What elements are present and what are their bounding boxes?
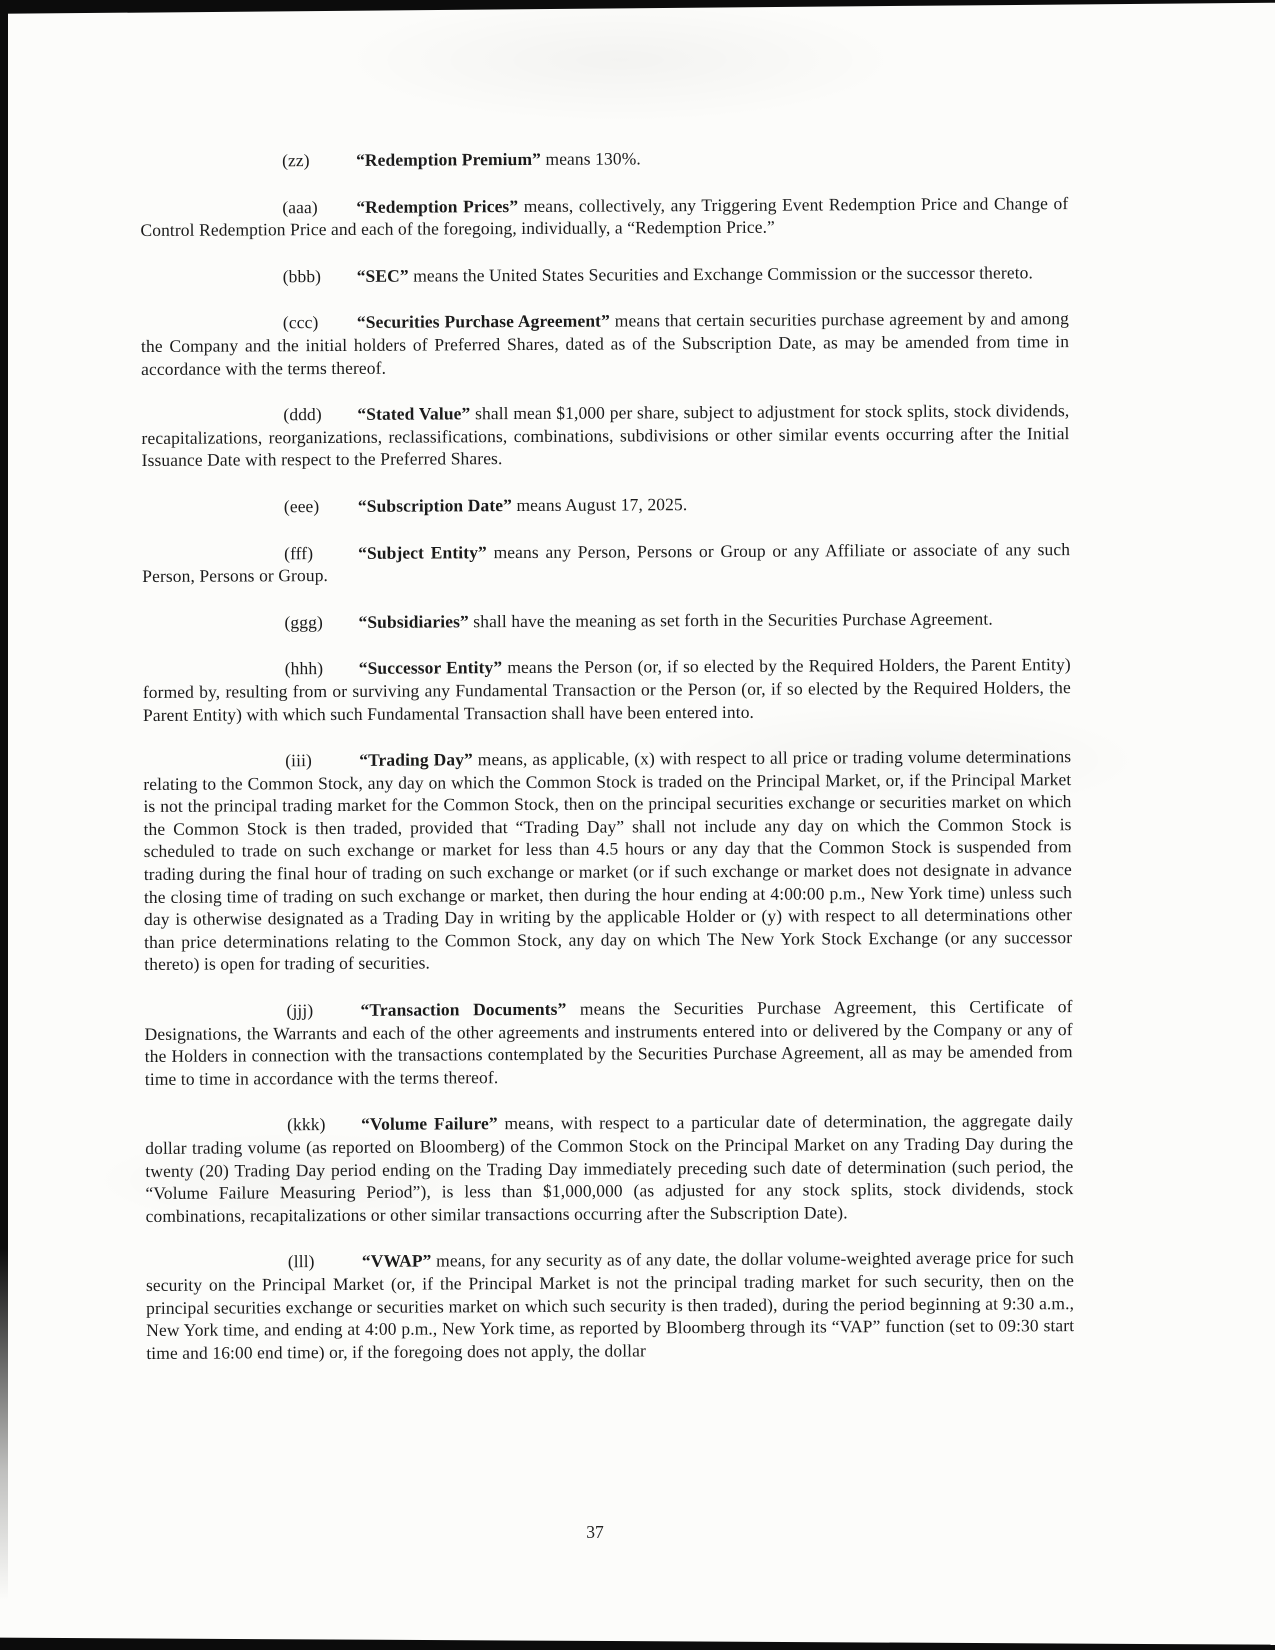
defined-term: “Trading Day” <box>359 749 473 770</box>
definition-paragraph <box>146 1247 1075 1365</box>
definition-paragraph <box>141 399 1069 472</box>
definition-label: (iii) <box>285 750 312 771</box>
definition-label: (ccc) <box>282 312 319 333</box>
defined-term: “Subject Entity” <box>358 541 487 563</box>
scan-bottom-border <box>0 1636 1275 1650</box>
definition-label: (fff) <box>284 542 314 563</box>
definition-paragraph <box>142 607 1070 634</box>
definition-label: (eee) <box>283 496 320 517</box>
definition-text: shall have the meaning as set forth in the Securities Purchase Agreement. <box>468 608 993 632</box>
defined-term: “Securities Purchase Agreement” <box>356 310 610 333</box>
definition-label: (ddd) <box>283 404 322 425</box>
definition-text: means any Person, Persons or Group or any Affiliate or associate of any such Person, Persons or Group. <box>142 538 1071 587</box>
definition-paragraph <box>141 308 1069 381</box>
scan-left-border <box>0 0 8 1600</box>
definition-paragraph <box>141 261 1069 288</box>
definition-paragraph <box>142 538 1070 588</box>
definition-label: (bbb) <box>282 265 322 287</box>
definition-label: (jjj) <box>286 1000 314 1021</box>
definition-label: (hhh) <box>284 658 324 679</box>
definition-paragraph <box>142 491 1070 518</box>
definition-text: means, with respect to a particular date of determination, the aggregate daily dollar trading volume (as reported on Bloomberg) of the Common Stock on the Principal Market on any Trading Day during the twenty (20) Trading Day period ending on the Trading Day immediately preceding such date of determination (such period, the “Volume Failure Measuring Period”), is less than $1,000,000 (as adjusted for any stock splits, stock dividends, stock combinations, recapitalizations or other similar transactions occurring after the Subscription Date). <box>145 1110 1074 1226</box>
defined-term: “Transaction Documents” <box>360 998 567 1020</box>
definition-text: means, for any security as of any date, the dollar volume-weighted average price for such security on the Principal Market (or, if the Principal Market is not the principal trading market for such security, then on the principal securities exchange or securities market on which such security is then traded), during the period beginning at 9:30 a.m., New York time, and ending at 4:00 p.m., New York time, as reported by Bloomberg through its “VAP” function (set to 09:30 start time and 16:00 end time) or, if the foregoing does not apply, the dollar <box>145 1247 1075 1363</box>
defined-term: “Redemption Prices” <box>356 195 519 217</box>
definitions-list <box>140 145 1074 1388</box>
definition-label: (aaa) <box>282 196 318 217</box>
definition-label: (kkk) <box>287 1114 326 1135</box>
defined-term: “Subsidiaries” <box>358 611 469 632</box>
definition-text: means the Person (or, if so elected by the Required Holders, the Parent Entity) formed by, resulting from or surviving any Fundamental Transaction or the Person (or, if so elected by the Required Holders, the Parent Entity) with which such Fundamental Transaction shall have been entered into. <box>142 654 1071 725</box>
defined-term: “Redemption Premium” <box>356 148 542 170</box>
definition-paragraph <box>145 1110 1074 1228</box>
definition-text: means the United States Securities and Exchange Commission or the successor thereto. <box>408 262 1034 286</box>
definition-label: (ggg) <box>284 611 323 632</box>
definition-text: means the Securities Purchase Agreement, this Certificate of Designations, the Warrants and each of the other agreements and instruments entered into or delivered by the Company or any of the Holders in connection with the transactions contemplated by the Securities Purchase Agreement, all as may be amended from time to time in accordance with the terms thereof. <box>144 996 1073 1089</box>
definition-paragraph <box>140 192 1068 242</box>
page-number: 37 <box>586 1522 604 1542</box>
defined-term: “SEC” <box>356 265 409 286</box>
definition-paragraph <box>140 145 1068 172</box>
definition-label: (lll) <box>287 1251 315 1272</box>
definition-paragraph <box>143 745 1072 976</box>
definition-text: shall mean $1,000 per share, subject to adjustment for stock splits, stock dividends, recapitalizations, reorganizations, reclassifications, combinations, subdivisions or other similar events occurring after the Initial Issuance Date with respect to the Preferred Shares. <box>141 400 1070 471</box>
scan-top-border <box>0 0 1275 15</box>
defined-term: “Volume Failure” <box>361 1113 498 1135</box>
definition-text: means 130%. <box>540 148 641 169</box>
defined-term: “VWAP” <box>361 1250 432 1272</box>
defined-term: “Successor Entity” <box>358 657 503 679</box>
definition-paragraph <box>144 995 1072 1090</box>
definition-label: (zz) <box>282 150 310 171</box>
definition-text: means, collectively, any Triggering Event Redemption Price and Change of Control Redemption Price and each of the foregoing, individually, a “Redemption Price.” <box>140 192 1069 241</box>
definition-text: means August 17, 2025. <box>511 494 688 515</box>
definition-paragraph <box>143 653 1071 726</box>
defined-term: “Stated Value” <box>357 403 471 425</box>
definition-text: means, as applicable, (x) with respect to all price or trading volume determinations relating to the Common Stock, any day on which the Common Stock is traded on the Principal Market, or, if the Principal Market is not the principal trading market for the Common Stock, then on the principal securities exchange or securities market on which the Common Stock is then traded, provided that “Trading Day” shall not include any day on which the Common Stock is scheduled to trade on such exchange or market for less than 4.5 hours or any day that the Common Stock is suspended from trading during the final hour of trading on such exchange or market (or if such exchange or market does not designate in advance the closing time of trading on such exchange or market, then during the hour ending at 4:00:00 p.m., New York time) unless such day is otherwise designated as a Trading Day in writing by the applicable Holder or (y) with respect to all determinations other than price determinations relating to the Common Stock, any day on which The New York Stock Exchange (or any successor thereto) is open for trading of securities. <box>143 746 1073 975</box>
defined-term: “Subscription Date” <box>357 494 512 516</box>
definition-text: means that certain securities purchase agreement by and among the Company and the initial holders of Preferred Shares, dated as of the Subscription Date, as may be amended from time in accordance with the terms thereof. <box>140 308 1070 379</box>
